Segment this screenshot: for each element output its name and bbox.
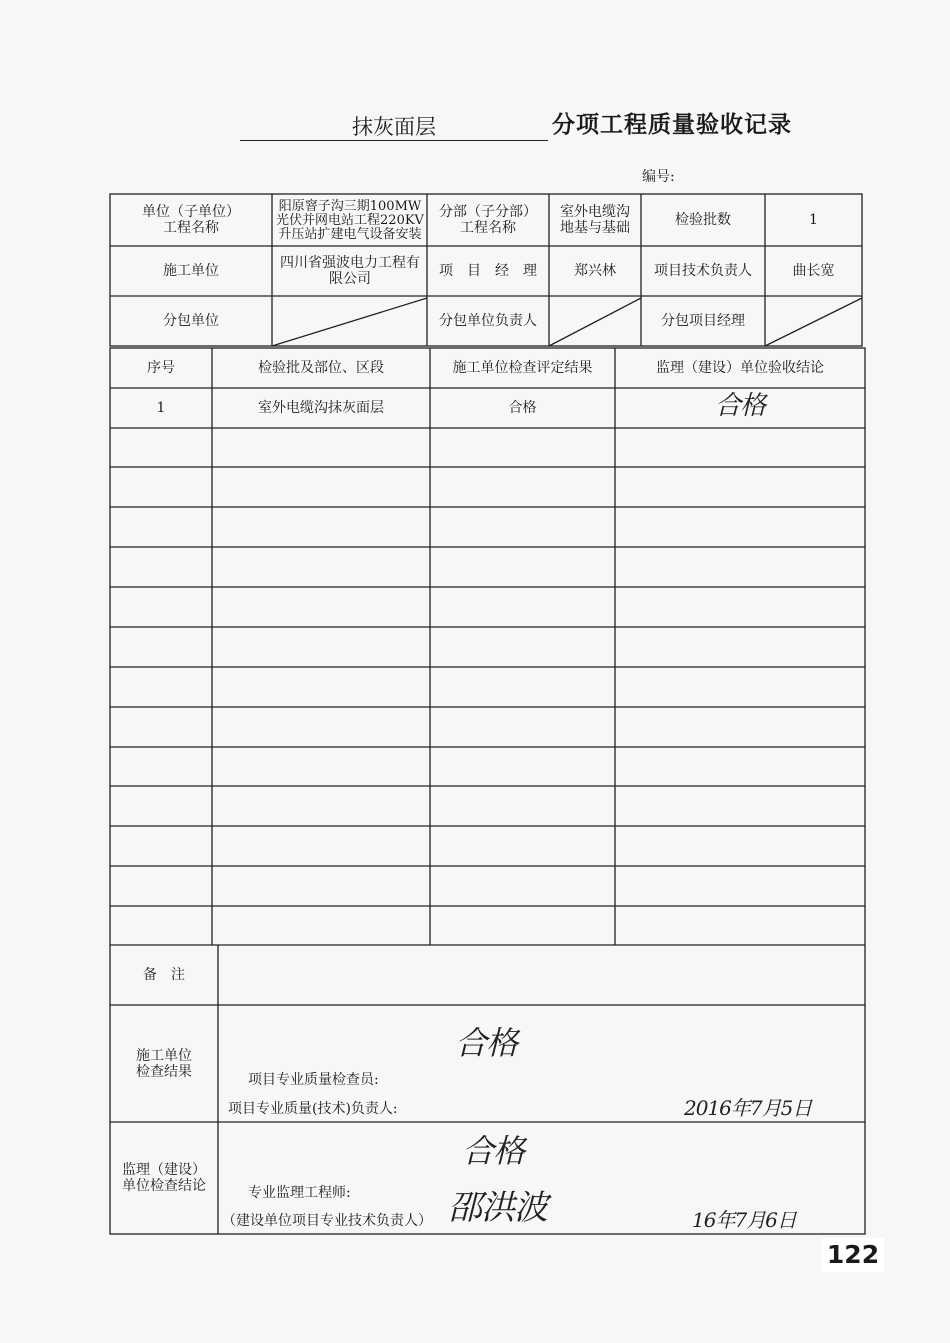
contractor-check-handwritten: 合格 <box>455 1024 518 1062</box>
subcontractor-label: 分包单位 <box>163 313 219 329</box>
quality-inspector-label: 项目专业质量检查员: <box>248 1072 379 1088</box>
unit-name-value: 阳原窨子沟三期100MW光伏并网电站工程220KV升压站扩建电气设备安装 <box>276 199 424 242</box>
supervisor-check-date: 16年7月6日 <box>692 1208 796 1232</box>
document-number-label: 编号: <box>642 169 675 185</box>
contractor-value: 四川省强波电力工程有限公司 <box>280 255 420 287</box>
empty-cell-diagonal <box>765 298 862 346</box>
supervisor-check-handwritten: 合格 <box>462 1132 525 1170</box>
header-batch: 检验批及部位、区段 <box>258 360 384 376</box>
contractor-label: 施工单位 <box>163 263 219 279</box>
supervising-engineer-label: 专业监理工程师: <box>248 1185 351 1201</box>
remarks-label: 备 注 <box>143 967 185 983</box>
batch-count-value: 1 <box>809 212 818 228</box>
contractor-check-date: 2016年7月5日 <box>684 1096 812 1120</box>
project-manager-label: 项 目 经 理 <box>439 263 537 279</box>
project-manager-value: 郑兴林 <box>574 263 616 279</box>
row-1-result: 合格 <box>508 400 537 416</box>
division-name-value: 室外电缆沟 地基与基础 <box>560 204 630 236</box>
supervisor-check-label: 监理（建设） 单位检查结论 <box>122 1162 206 1194</box>
page-number-stamp: 122 <box>822 1238 884 1272</box>
owner-tech-lead-label: （建设单位项目专业技术负责人） <box>222 1213 432 1229</box>
supervisor-signature: 邵洪波 <box>448 1188 547 1228</box>
batch-count-label: 检验批数 <box>675 212 731 228</box>
row-1-conclusion-handwritten: 合格 <box>714 391 765 421</box>
row-1-no: 1 <box>156 400 166 416</box>
sub-lead-label: 分包单位负责人 <box>439 313 537 329</box>
header-conclusion: 监理（建设）单位验收结论 <box>656 360 824 376</box>
subitem-name: 抹灰面层 <box>240 114 548 141</box>
header-seq: 序号 <box>147 360 175 376</box>
header-result: 施工单位检查评定结果 <box>452 360 593 376</box>
division-name-label: 分部（子分部） 工程名称 <box>439 204 537 236</box>
form-title: 分项工程质量验收记录 <box>552 112 792 138</box>
contractor-check-label: 施工单位 检查结果 <box>136 1047 192 1080</box>
empty-cell-diagonal <box>272 298 427 346</box>
tech-lead-value: 曲长宽 <box>792 263 835 279</box>
tech-lead-label: 项目技术负责人 <box>654 263 752 279</box>
quality-lead-label: 项目专业质量(技术)负责人: <box>228 1101 398 1117</box>
sub-pm-label: 分包项目经理 <box>661 313 745 329</box>
unit-name-label: 单位（子单位） 工程名称 <box>142 204 240 236</box>
row-1-batch: 室外电缆沟抹灰面层 <box>258 400 384 416</box>
empty-cell-diagonal <box>549 298 641 346</box>
